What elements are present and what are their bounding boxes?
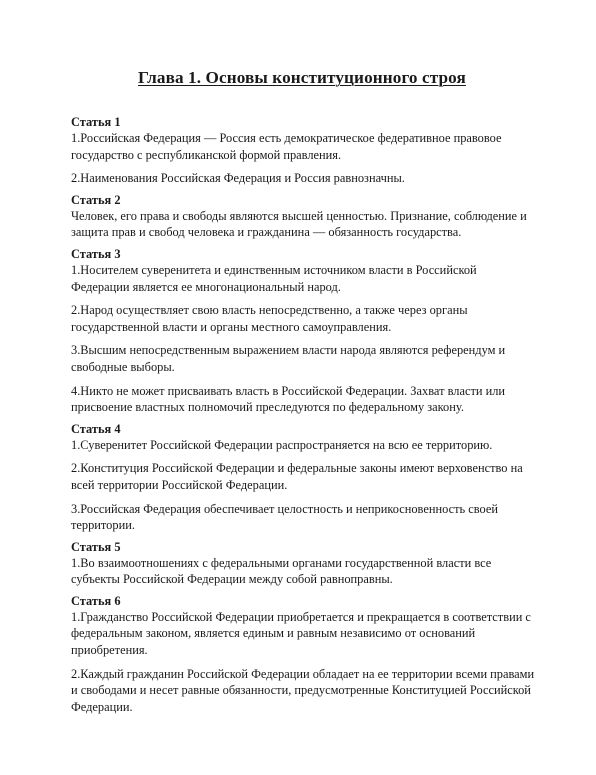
article-heading: Статья 6: [71, 593, 121, 608]
article-heading: Статья 1: [71, 115, 121, 129]
article-heading: Статья 5: [71, 539, 121, 554]
article-5: [71, 540, 536, 588]
article-paragraph: 1.Носителем суверенитета и единственным источником власти в Российской Федерации является ее многонациональный народ.: [71, 262, 477, 294]
chapter-title: Глава 1. Основы конституционного строя: [138, 68, 466, 87]
article-4: [71, 422, 536, 534]
article-heading: Статья 2: [71, 192, 121, 207]
article-paragraph: 4.Никто не может присваивать власть в Российской Федерации. Захват власти или присвоение властных полномочий преследуются по федеральному закону.: [71, 383, 506, 415]
article-3: [71, 247, 536, 416]
article-heading: Статья 3: [71, 246, 121, 261]
article-paragraph: 2.Каждый гражданин Российской Федерации обладает на ее территории всеми правами и свободами и несет равные обязанности, предусмотренные Конституцией Российской Федерации.: [71, 666, 535, 714]
article-paragraph: 2.Конституция Российской Федерации и федеральные законы имеют верховенство на всей территории Российской Федерации.: [71, 461, 523, 492]
article-heading: Статья 4: [71, 421, 121, 436]
article-1: [71, 115, 536, 187]
article-6: [71, 594, 536, 716]
article-paragraph: 2.Наименования Российская Федерация и Россия равнозначны.: [71, 171, 405, 186]
article-paragraph: 1.Во взаимоотношениях с федеральными органами государственной власти все субъекты Российской Федерации между собой равноправны.: [71, 555, 492, 587]
article-paragraph: Человек, его права и свободы являются высшей ценностью. Признание, соблюдение и защита прав и свобод человека и гражданина — обязанность государства.: [71, 208, 527, 240]
article-paragraph: 2.Народ осуществляет свою власть непосредственно, а также через органы государственной власти и органы местного самоуправления.: [71, 303, 468, 334]
article-paragraph: 1.Российская Федерация — Россия есть демократическое федеративное правовое государство с республиканской формой правления.: [71, 131, 502, 162]
article-paragraph: 3.Российская Федерация обеспечивает целостность и неприкосновенность своей территории.: [71, 501, 498, 533]
article-2: [71, 193, 536, 241]
article-paragraph: 3.Высшим непосредственным выражением власти народа являются референдум и свободные выборы.: [71, 343, 506, 374]
article-paragraph: 1.Суверенитет Российской Федерации распространяется на всю ее территорию.: [71, 437, 493, 452]
article-paragraph: 1.Гражданство Российской Федерации приобретается и прекращается в соответствии с федеральным законом, является единым и равным независимо от оснований приобретения.: [71, 609, 531, 658]
